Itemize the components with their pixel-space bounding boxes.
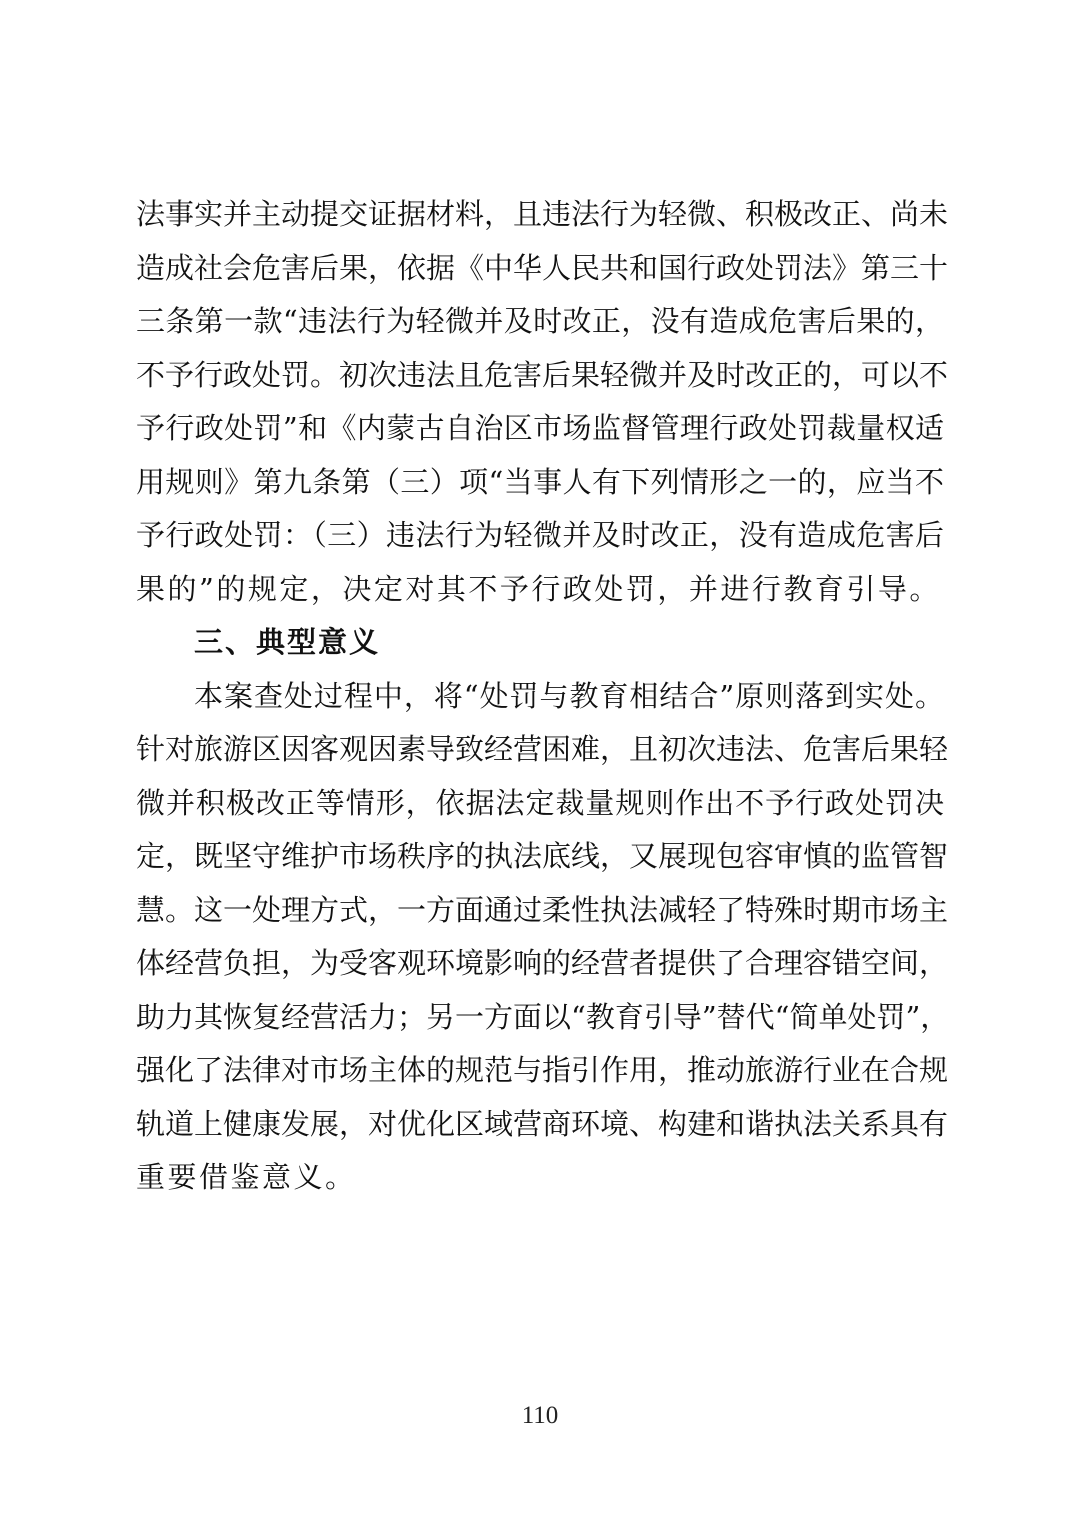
- text-line: 重要借鉴意义。: [136, 1160, 357, 1194]
- text-line: 用规则》第九条第（三）项“当事人有下列情形之一的，应当不: [136, 464, 944, 499]
- text-line: 微并积极改正等情形，依据法定裁量规则作出不予行政处罚决: [136, 785, 944, 820]
- text-line: 慧。这一处理方式，一方面通过柔性执法减轻了特殊时期市场主: [136, 892, 949, 927]
- text-line: 本案查处过程中，将“处罚与教育相结合”原则落到实处。: [194, 678, 944, 713]
- section-heading: 三、典型意义: [194, 625, 381, 659]
- text-line: 予行政处罚”和《内蒙古自治区市场监督管理行政处罚裁量权适: [136, 411, 944, 445]
- text-line: 法事实并主动提交证据材料，且违法行为轻微、积极改正、尚未: [136, 197, 949, 231]
- paragraph-decision: [136, 188, 949, 616]
- text-line: 造成社会危害后果，依据《中华人民共和国行政处罚法》第三十: [136, 250, 949, 285]
- text-line: 定，既坚守维护市场秩序的执法底线，又展现包容审慎的监管智: [136, 839, 949, 873]
- text-line: 果的”的规定，决定对其不予行政处罚，并进行教育引导。: [136, 571, 941, 606]
- text-line: 不予行政处罚。初次违法且危害后果轻微并及时改正的，可以不: [136, 357, 949, 392]
- paragraph-significance: [136, 670, 950, 1205]
- text-line: 助力其恢复经营活力；另一方面以“教育引导”替代“简单处罚”，: [136, 999, 950, 1034]
- text-line: 三条第一款“违法行为轻微并及时改正，没有造成危害后果的，: [136, 304, 944, 338]
- body-text: [136, 188, 950, 1205]
- text-line: 予行政处罚：（三）违法行为轻微并及时改正，没有造成危害后: [136, 518, 944, 552]
- text-line: 轨道上健康发展，对优化区域营商环境、构建和谐执法关系具有: [136, 1106, 949, 1141]
- text-line: 强化了法律对市场主体的规范与指引作用，推动旅游行业在合规: [136, 1053, 949, 1087]
- page-number: 110: [521, 1402, 559, 1429]
- text-line: 体经营负担，为受客观环境影响的经营者提供了合理容错空间，: [136, 946, 949, 980]
- text-line: 针对旅游区因客观因素导致经营困难，且初次违法、危害后果轻: [136, 732, 949, 766]
